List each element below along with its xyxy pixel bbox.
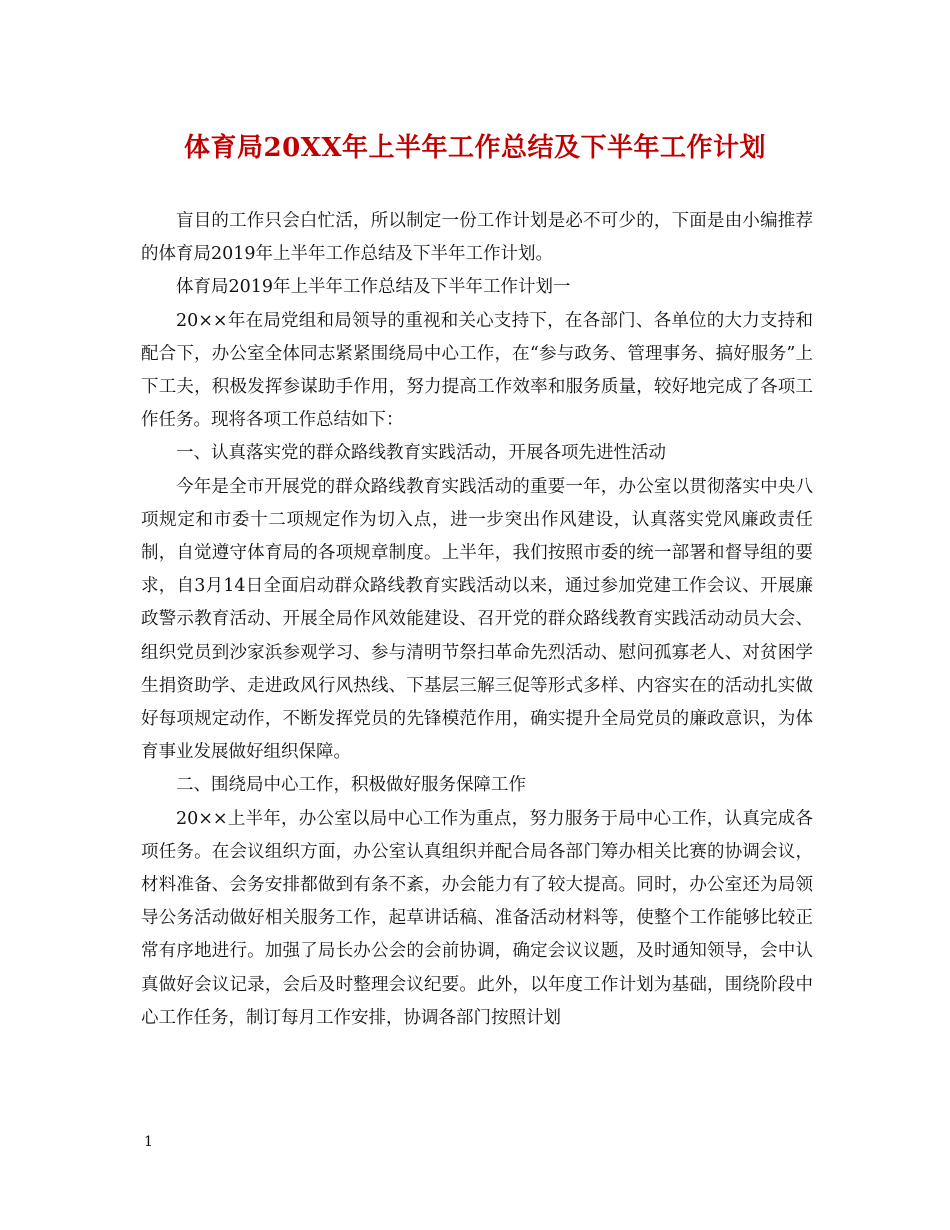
summary-paragraph: 20××年在局党组和局领导的重视和关心支持下，在各部门、各单位的大力支持和配合下，办公室全体同志紧紧围绕局中心工作，在“参与政务、管理事务、搞好服务”上下工夫，积极发挥参谋助手作用，努力提高工作效率和服务质量，较好地完成了各项工作任务。现将各项工作总结如下： xyxy=(141,310,813,431)
section-one-paragraph: 今年是全市开展党的群众路线教育实践活动的重要一年，办公室以贯彻落实中央八项规定和市委十二项规定作为切入点，进一步突出作风建设，认真落实党风廉政责任制，自觉遵守体育局的各项规章制度。上半年，我们按照市委的统一部署和督导组的要求，自3月14日全面启动群众路线教育实践活动以来，通过参加党建工作会议、开展廉政警示教育活动、开展全局作风效能建设、召开党的群众路线教育实践活动动员大会、组织党员到沙家浜参观学习、参与清明节祭扫革命先烈活动、慰问孤寡老人、对贫困学生捐资助学、走进政风行风热线、下基层三解三促等形式多样、内容实在的活动扎实做好每项规定动作，不断发挥党员的先锋模范作用，确实提升全局党员的廉政意识，为体育事业发展做好组织保障。 xyxy=(141,476,813,763)
section-heading-plan-one: 体育局2019年上半年工作总结及下半年工作计划一 xyxy=(176,277,571,298)
section-heading-one: 一、认真落实党的群众路线教育实践活动，开展各项先进性活动 xyxy=(176,443,666,464)
section-heading-two: 二、围绕局中心工作，积极做好服务保障工作 xyxy=(176,775,526,796)
page-number: 1 xyxy=(144,1134,153,1150)
document-body xyxy=(141,205,813,1035)
intro-paragraph: 盲目的工作只会白忙活，所以制定一份工作计划是必不可少的，下面是由小编推荐的体育局2019年上半年工作总结及下半年工作计划。 xyxy=(141,211,813,265)
document-title: 体育局20XX年上半年工作总结及下半年工作计划 xyxy=(183,133,767,163)
section-two-paragraph: 20××上半年，办公室以局中心工作为重点，努力服务于局中心工作，认真完成各项任务。在会议组织方面，办公室认真组织并配合局各部门筹办相关比赛的协调会议，材料准备、会务安排都做到有条不紊，办会能力有了较大提高。同时，办公室还为局领导公务活动做好相关服务工作，起草讲话稿、准备活动材料等，使整个工作能够比较正常有序地进行。加强了局长办公会的会前协调，确定会议议题，及时通知领导，会中认真做好会议记录，会后及时整理会议纪要。此外，以年度工作计划为基础，围绕阶段中心工作任务，制订每月工作安排，协调各部门按照计划 xyxy=(141,808,813,1028)
